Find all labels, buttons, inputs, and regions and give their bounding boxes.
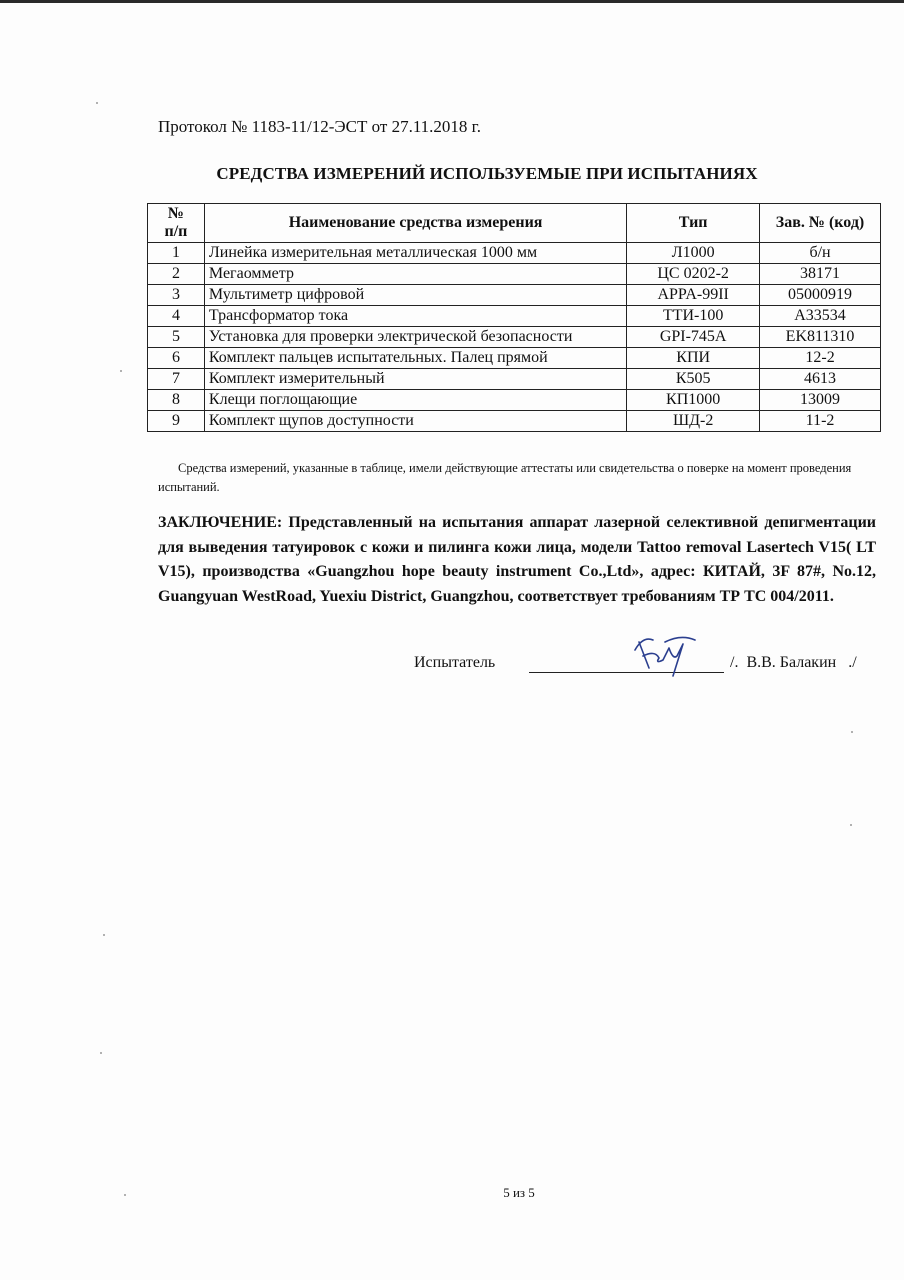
table-row (148, 243, 881, 264)
instruments-table (147, 203, 881, 432)
row-num: 9 (148, 411, 205, 432)
calibration-note: Средства измерений, указанные в таблице, имели действующие аттестаты или свидетельства о поверке на момент проведения испытаний. (158, 461, 852, 494)
table-row (148, 264, 881, 285)
row-num: 4 (148, 306, 205, 327)
header-num-line1: № (167, 205, 184, 222)
row-num: 3 (148, 285, 205, 306)
row-serial: б/н (760, 243, 881, 264)
table-row (148, 390, 881, 411)
header-num (148, 204, 205, 243)
row-serial: EK811310 (760, 327, 881, 348)
row-name: Комплект щупов доступности (204, 411, 626, 432)
header-serial: Зав. № (код) (760, 204, 881, 243)
row-serial: 11-2 (760, 411, 881, 432)
scan-speck (96, 102, 98, 104)
conclusion-paragraph: ЗАКЛЮЧЕНИЕ: Представленный на испытания аппарат лазерной селективной депигментации для выведения татуировок с кожи и пилинга кожи лица, модели Tattoo removal Lasertech V15( LT V15), производства «Guangzhou hope beauty instrument Co.,Ltd», адрес: КИТАЙ, 3F 87#, No.12, Guangyuan WestRoad, Yuexiu District, Guangzhou, соответствует требованиям ТР ТС 004/2011. (158, 514, 876, 605)
row-name: Клещи поглощающие (204, 390, 626, 411)
table-header-row (148, 204, 881, 243)
row-name: Мегаомметр (204, 264, 626, 285)
row-type: APPA-99II (627, 285, 760, 306)
row-serial: 38171 (760, 264, 881, 285)
row-num: 8 (148, 390, 205, 411)
row-num: 6 (148, 348, 205, 369)
row-type: ТТИ-100 (627, 306, 760, 327)
row-name: Комплект измерительный (204, 369, 626, 390)
row-name: Установка для проверки электрической безопасности (204, 327, 626, 348)
row-num: 5 (148, 327, 205, 348)
header-type: Тип (627, 204, 760, 243)
page-number: 5 из 5 (503, 1185, 535, 1200)
scan-speck (850, 824, 852, 826)
row-type: ШД-2 (627, 411, 760, 432)
table-row (148, 327, 881, 348)
row-serial: 13009 (760, 390, 881, 411)
row-name: Трансформатор тока (204, 306, 626, 327)
row-num: 2 (148, 264, 205, 285)
table-row (148, 348, 881, 369)
handwritten-signature (629, 630, 709, 680)
row-type: Л1000 (627, 243, 760, 264)
signatory-name: /. В.В. Балакин ./ (730, 654, 857, 671)
protocol-header: Протокол № 1183-11/12-ЭСТ от 27.11.2018 г. (158, 117, 481, 136)
table-row (148, 285, 881, 306)
row-num: 7 (148, 369, 205, 390)
scan-speck (103, 934, 105, 936)
row-name: Комплект пальцев испытательных. Палец прямой (204, 348, 626, 369)
row-type: ЦС 0202-2 (627, 264, 760, 285)
table-row (148, 306, 881, 327)
row-num: 1 (148, 243, 205, 264)
row-serial: 05000919 (760, 285, 881, 306)
header-name: Наименование средства измерения (204, 204, 626, 243)
signature-row (414, 654, 884, 684)
document-title: СРЕДСТВА ИЗМЕРЕНИЙ ИСПОЛЬЗУЕМЫЕ ПРИ ИСПЫТАНИЯХ (216, 164, 758, 183)
scan-speck (851, 731, 853, 733)
row-serial: 12-2 (760, 348, 881, 369)
row-serial: А33534 (760, 306, 881, 327)
row-type: К505 (627, 369, 760, 390)
scan-speck (120, 370, 122, 372)
scan-speck (124, 1194, 126, 1196)
row-type: КПИ (627, 348, 760, 369)
table-row (148, 369, 881, 390)
scan-speck (100, 1052, 102, 1054)
table-row (148, 411, 881, 432)
row-serial: 4613 (760, 369, 881, 390)
signature-label: Испытатель (414, 654, 496, 671)
row-type: GPI-745A (627, 327, 760, 348)
row-type: КП1000 (627, 390, 760, 411)
row-name: Мультиметр цифровой (204, 285, 626, 306)
header-num-line2: п/п (164, 223, 188, 240)
row-name: Линейка измерительная металлическая 1000 мм (204, 243, 626, 264)
scan-top-edge (0, 0, 904, 3)
